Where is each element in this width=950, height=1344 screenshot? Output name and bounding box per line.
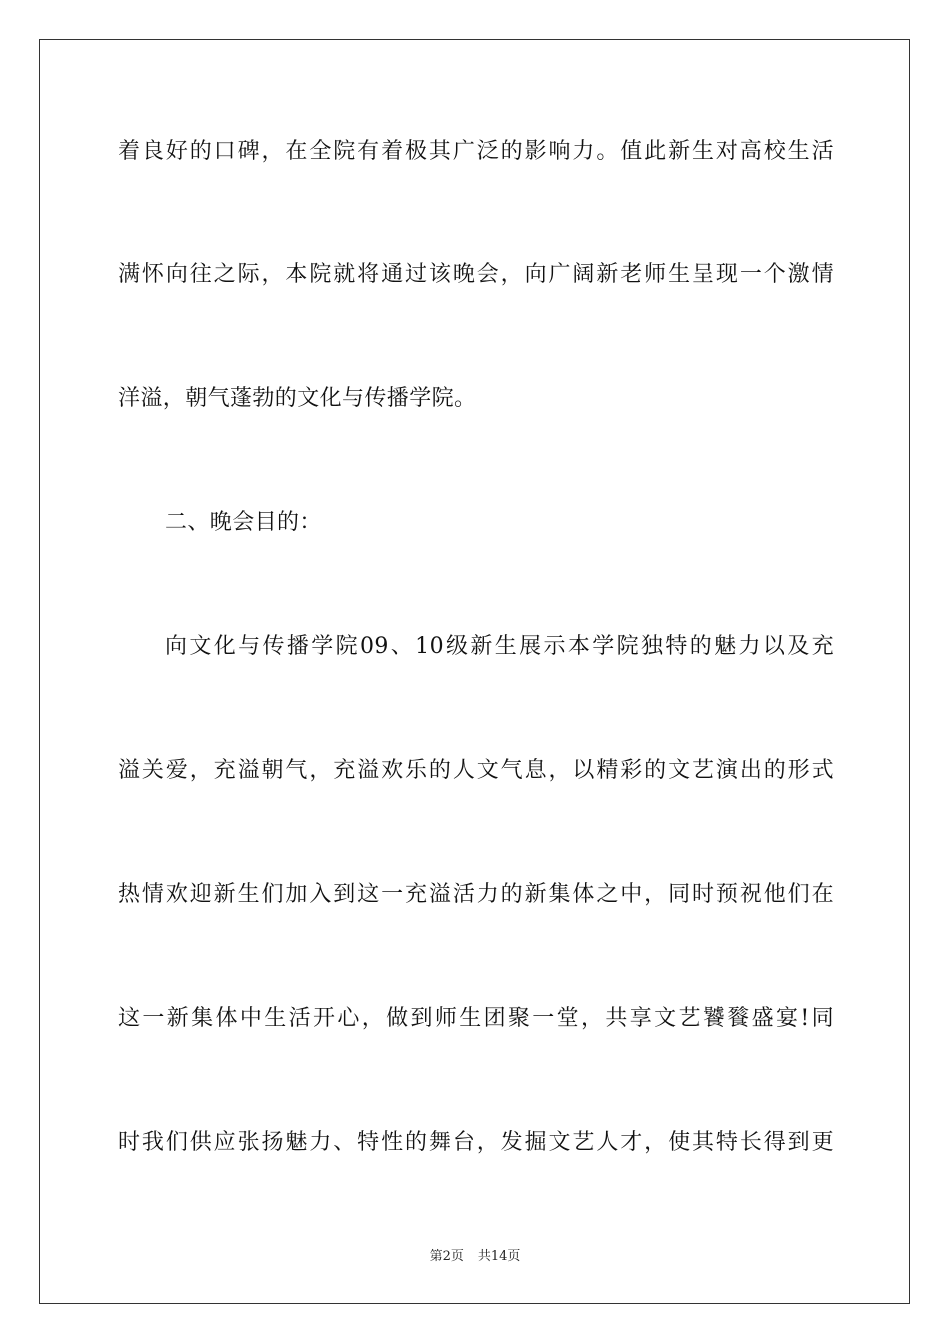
body-line-3: 洋溢，朝气蓬勃的文化与传播学院。 xyxy=(118,386,477,411)
body-line-1: 着良好的口碑，在全院有着极其广泛的影响力。值此新生对高校生活 xyxy=(118,139,834,164)
page-border xyxy=(39,39,910,1304)
body-line-6: 热情欢迎新生们加入到这一充溢活力的新集体之中，同时预祝他们在 xyxy=(118,882,834,907)
body-line-7: 这一新集体中生活开心，做到师生团聚一堂，共享文艺饕餮盛宴!同 xyxy=(118,1006,834,1031)
body-line-8: 时我们供应张扬魅力、特性的舞台，发掘文艺人才，使其特长得到更 xyxy=(118,1130,834,1155)
page-number: 第2页 xyxy=(429,1249,464,1264)
body-line-2: 满怀向往之际，本院就将通过该晚会，向广阔新老师生呈现一个激情 xyxy=(118,262,834,287)
body-line-5: 溢关爱，充溢朝气，充溢欢乐的人文气息，以精彩的文艺演出的形式 xyxy=(118,758,834,783)
section-heading: 二、晚会目的： xyxy=(165,510,322,535)
body-line-4: 向文化与传播学院09、10级新生展示本学院独特的魅力以及充 xyxy=(165,634,834,659)
page-total: 共14页 xyxy=(477,1249,521,1264)
page-footer xyxy=(0,1248,950,1266)
